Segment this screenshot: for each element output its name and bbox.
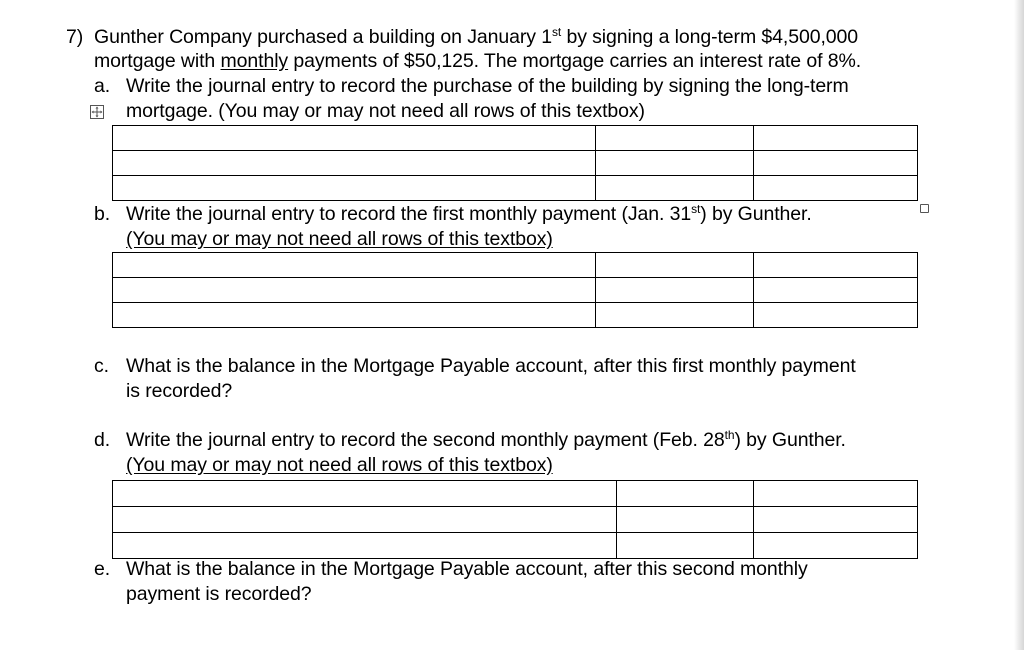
debit-cell[interactable] bbox=[617, 507, 754, 533]
page-edge-shadow bbox=[1014, 0, 1024, 650]
part-b-line-1: Write the journal entry to record the first monthly payment (Jan. 31st) by Gunther. bbox=[126, 202, 812, 225]
credit-cell[interactable] bbox=[754, 151, 918, 176]
part-c-line-1: What is the balance in the Mortgage Payable account, after this first monthly payment bbox=[126, 355, 856, 377]
ordinal-suffix: th bbox=[724, 428, 735, 442]
debit-cell[interactable] bbox=[596, 303, 754, 328]
account-cell[interactable] bbox=[113, 126, 596, 151]
journal-table-d bbox=[112, 480, 918, 559]
account-cell[interactable] bbox=[113, 253, 596, 278]
journal-table-b bbox=[112, 252, 918, 328]
table-row bbox=[113, 151, 918, 176]
part-e-letter: e. bbox=[94, 558, 111, 580]
journal-table-a bbox=[112, 125, 918, 201]
part-b-letter: b. bbox=[94, 203, 111, 225]
question-number: 7) bbox=[66, 26, 84, 48]
table-row bbox=[113, 507, 918, 533]
account-cell[interactable] bbox=[113, 176, 596, 201]
credit-cell[interactable] bbox=[754, 481, 918, 507]
part-a-line-1: Write the journal entry to record the purchase of the building by signing the long-term bbox=[126, 75, 849, 97]
part-e-line-2: payment is recorded? bbox=[126, 583, 312, 605]
debit-cell[interactable] bbox=[617, 533, 754, 559]
credit-cell[interactable] bbox=[754, 533, 918, 559]
table-row bbox=[113, 481, 918, 507]
part-d-line-2: (You may or may not need all rows of this textbox) bbox=[126, 454, 553, 476]
credit-cell[interactable] bbox=[754, 303, 918, 328]
account-cell[interactable] bbox=[113, 507, 617, 533]
credit-cell[interactable] bbox=[754, 278, 918, 303]
monthly-underlined: monthly bbox=[220, 50, 289, 72]
part-c-line-2: is recorded? bbox=[126, 380, 233, 402]
account-cell[interactable] bbox=[113, 481, 617, 507]
move-handle-icon[interactable] bbox=[90, 105, 104, 119]
resize-handle-icon[interactable] bbox=[920, 204, 929, 213]
part-d-letter: d. bbox=[94, 429, 111, 451]
part-d-line-1: Write the journal entry to record the second monthly payment (Feb. 28th) by Gunther. bbox=[126, 428, 846, 451]
table-row bbox=[113, 126, 918, 151]
debit-cell[interactable] bbox=[596, 126, 754, 151]
credit-cell[interactable] bbox=[754, 176, 918, 201]
credit-cell[interactable] bbox=[754, 253, 918, 278]
account-cell[interactable] bbox=[113, 533, 617, 559]
table-row bbox=[113, 278, 918, 303]
table-row bbox=[113, 176, 918, 201]
credit-cell[interactable] bbox=[754, 126, 918, 151]
account-cell[interactable] bbox=[113, 278, 596, 303]
debit-cell[interactable] bbox=[617, 481, 754, 507]
ordinal-suffix: st bbox=[551, 25, 562, 39]
debit-cell[interactable] bbox=[596, 253, 754, 278]
part-a-line-2: mortgage. (You may or may not need all rows of this textbox) bbox=[126, 100, 645, 122]
question-line-2: mortgage with monthly payments of $50,125. The mortgage carries an interest rate of 8%. bbox=[94, 50, 862, 72]
table-row bbox=[113, 533, 918, 559]
debit-cell[interactable] bbox=[596, 151, 754, 176]
part-b-line-2: (You may or may not need all rows of this textbox) bbox=[126, 228, 553, 250]
table-row bbox=[113, 303, 918, 328]
account-cell[interactable] bbox=[113, 151, 596, 176]
table-row bbox=[113, 253, 918, 278]
credit-cell[interactable] bbox=[754, 507, 918, 533]
account-cell[interactable] bbox=[113, 303, 596, 328]
ordinal-suffix: st bbox=[691, 202, 701, 216]
debit-cell[interactable] bbox=[596, 278, 754, 303]
part-e-line-1: What is the balance in the Mortgage Payable account, after this second monthly bbox=[126, 558, 808, 580]
debit-cell[interactable] bbox=[596, 176, 754, 201]
part-c-letter: c. bbox=[94, 355, 109, 377]
part-a-letter: a. bbox=[94, 75, 111, 97]
question-line-1: Gunther Company purchased a building on January 1st by signing a long-term $4,500,000 bbox=[94, 25, 859, 48]
